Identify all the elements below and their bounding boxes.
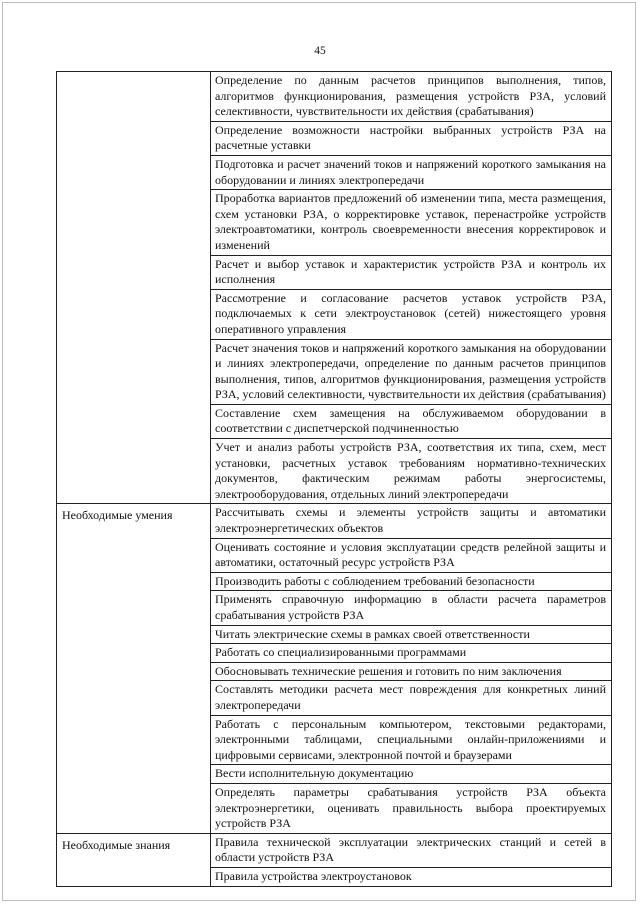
section-items [211,833,612,886]
list-item: Производить работы с соблюдением требований безопасности [211,573,611,592]
page-number: 45 [314,45,326,57]
list-item: Определять параметры срабатывания устройств РЗА объекта электроэнергетики, оценивать правильность выбора проектируемых устройств РЗА [215,784,606,831]
requirements-table-body [57,72,612,887]
list-item: Рассмотрение и согласование расчетов уставок устройств РЗА, подключаемых к сети электроустановок (сетей) нижестоящего уровня оперативного управления [211,290,611,340]
section-label [57,72,211,504]
list-item: Рассчитывать схемы и элементы устройств защиты и автоматики электроэнергетических объектов [211,504,611,538]
list-item: Обосновывать технические решения и готовить по ним заключения [211,663,611,682]
list-item: Определение возможности настройки выбранных устройств РЗА на расчетные уставки [211,122,611,156]
table-row [57,72,612,504]
requirements-table [56,71,612,887]
list-item: Подготовка и расчет значений токов и напряжений короткого замыкания на оборудовании и линиях электропередачи [211,156,611,190]
list-item: Правила устройства электроустановок [215,868,412,883]
table-row [57,833,612,886]
list-item: Расчет и выбор уставок и характеристик устройств РЗА и контроль их исполнения [211,256,611,290]
list-item: Учет и анализ работы устройств РЗА, соответствия их типа, схем, мест установки, расчетных уставок требованиям нормативно-технических документов, фактическим режимам работы энергосистемы, электрооборудования, отдельных линий электропередачи [215,440,606,501]
list-item: Вести исполнительную документацию [211,765,611,784]
section-label: Необходимые знания [57,833,211,886]
table-row [57,504,612,833]
list-item: Читать электрические схемы в рамках своей ответственности [211,626,611,645]
list-item: Проработка вариантов предложений об изменении типа, места размещения, схем установки РЗА, о корректировке уставок, перенастройке устройств электроавтоматики, контроль своевременности внесения корректировок и изменений [211,190,611,255]
list-item: Составление схем замещения на обслуживаемом оборудовании в соответствии с диспетчерской подчиненностью [211,405,611,439]
section-items [211,72,612,504]
list-item: Расчет значения токов и напряжений короткого замыкания на оборудовании и линиях электропередачи, определение по данным расчетов принципов выполнения, типов, алгоритмов функционирования, размещения устройств РЗА, условий селективности, чувствительности их действия (срабатывания) [211,340,611,405]
list-item: Работать со специализированными программами [211,644,611,663]
list-item: Оценивать состояние и условия эксплуатации средств релейной защиты и автоматики, остаточный ресурс устройств РЗА [211,539,611,573]
list-item: Составлять методики расчета мест повреждения для конкретных линий электропередачи [211,681,611,715]
list-item: Применять справочную информацию в области расчета параметров срабатывания устройств РЗА [211,591,611,625]
list-item: Правила технической эксплуатации электрических станций и сетей в области устройств РЗА [211,834,611,868]
list-item: Работать с персональным компьютером, текстовыми редакторами, электронными таблицами, специальными онлайн-приложениями и цифровыми сервисами, электронной почтой и браузерами [211,716,611,766]
section-items [211,504,612,833]
list-item: Определение по данным расчетов принципов выполнения, типов, алгоритмов функционирования, размещения устройств РЗА, условий селективности, чувствительности их действия (срабатывания) [211,72,611,122]
section-label: Необходимые умения [57,504,211,833]
